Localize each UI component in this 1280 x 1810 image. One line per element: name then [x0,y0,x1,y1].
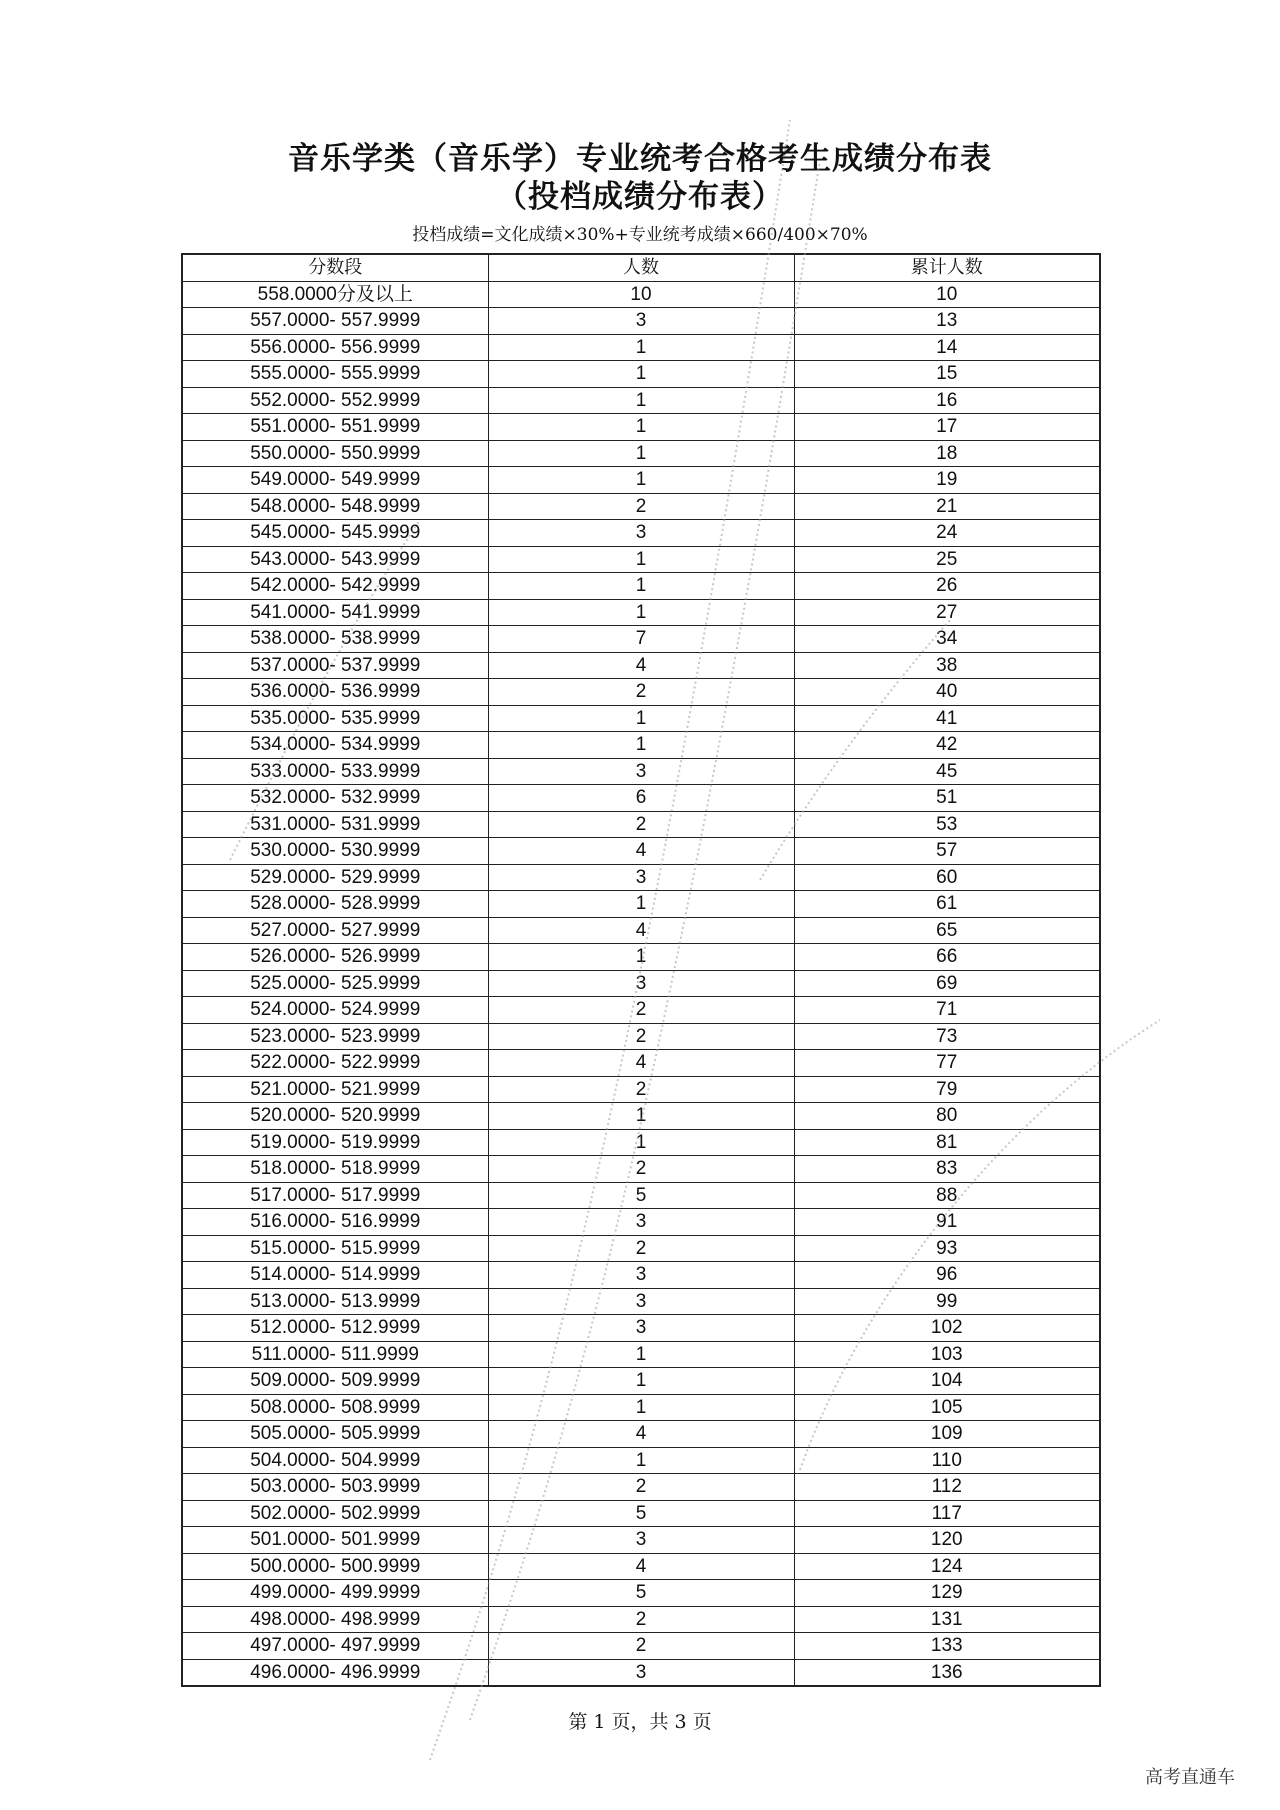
count-cell: 4 [488,1553,794,1580]
table-row [182,970,1100,997]
cumulative-cell: 88 [794,1182,1100,1209]
cumulative-cell: 13 [794,308,1100,335]
cumulative-cell: 57 [794,838,1100,865]
score-range-cell: 531.0000- 531.9999 [182,811,488,838]
cumulative-cell: 83 [794,1156,1100,1183]
table-row [182,838,1100,865]
count-cell: 3 [488,864,794,891]
score-range-cell: 532.0000- 532.9999 [182,785,488,812]
cumulative-cell: 24 [794,520,1100,547]
score-range-cell: 499.0000- 499.9999 [182,1580,488,1607]
score-range-cell: 529.0000- 529.9999 [182,864,488,891]
score-range-cell: 551.0000- 551.9999 [182,414,488,441]
cumulative-cell: 25 [794,546,1100,573]
count-cell: 5 [488,1500,794,1527]
score-range-cell: 513.0000- 513.9999 [182,1288,488,1315]
score-range-cell: 520.0000- 520.9999 [182,1103,488,1130]
count-cell: 1 [488,891,794,918]
score-range-cell: 549.0000- 549.9999 [182,467,488,494]
count-cell: 2 [488,997,794,1024]
score-range-cell: 527.0000- 527.9999 [182,917,488,944]
score-range-cell: 545.0000- 545.9999 [182,520,488,547]
count-cell: 1 [488,440,794,467]
cumulative-cell: 109 [794,1421,1100,1448]
count-cell: 6 [488,785,794,812]
score-range-cell: 537.0000- 537.9999 [182,652,488,679]
table-row [182,1315,1100,1342]
table-row [182,308,1100,335]
cumulative-cell: 77 [794,1050,1100,1077]
count-cell: 3 [488,970,794,997]
cumulative-cell: 66 [794,944,1100,971]
table-row [182,1447,1100,1474]
table-row [182,1209,1100,1236]
cumulative-cell: 38 [794,652,1100,679]
count-cell: 1 [488,1129,794,1156]
cumulative-cell: 124 [794,1553,1100,1580]
cumulative-cell: 129 [794,1580,1100,1607]
score-range-cell: 524.0000- 524.9999 [182,997,488,1024]
count-cell: 3 [488,1288,794,1315]
table-row [182,414,1100,441]
cumulative-cell: 17 [794,414,1100,441]
count-cell: 1 [488,467,794,494]
cumulative-cell: 26 [794,573,1100,600]
cumulative-cell: 73 [794,1023,1100,1050]
table-row [182,1606,1100,1633]
score-range-cell: 552.0000- 552.9999 [182,387,488,414]
count-cell: 1 [488,1103,794,1130]
count-cell: 5 [488,1580,794,1607]
table-row [182,573,1100,600]
score-range-cell: 533.0000- 533.9999 [182,758,488,785]
table-row [182,1288,1100,1315]
score-distribution-table [181,253,1101,1687]
cumulative-cell: 69 [794,970,1100,997]
table-row [182,467,1100,494]
score-range-cell: 535.0000- 535.9999 [182,705,488,732]
score-range-cell: 502.0000- 502.9999 [182,1500,488,1527]
cumulative-cell: 41 [794,705,1100,732]
header-cumulative: 累计人数 [794,254,1100,281]
cumulative-cell: 51 [794,785,1100,812]
count-cell: 4 [488,652,794,679]
table-row [182,1527,1100,1554]
table-row [182,1394,1100,1421]
count-cell: 2 [488,1633,794,1660]
table-row [182,1156,1100,1183]
table-row [182,758,1100,785]
cumulative-cell: 34 [794,626,1100,653]
table-row [182,1368,1100,1395]
table-row [182,1633,1100,1660]
score-range-cell: 534.0000- 534.9999 [182,732,488,759]
table-row [182,281,1100,308]
count-cell: 1 [488,573,794,600]
cumulative-cell: 27 [794,599,1100,626]
table-row [182,679,1100,706]
score-range-cell: 498.0000- 498.9999 [182,1606,488,1633]
count-cell: 1 [488,944,794,971]
table-row [182,652,1100,679]
table-row [182,440,1100,467]
table-row [182,1182,1100,1209]
score-range-cell: 508.0000- 508.9999 [182,1394,488,1421]
table-row [182,1023,1100,1050]
count-cell: 4 [488,1421,794,1448]
table-row [182,334,1100,361]
count-cell: 3 [488,1315,794,1342]
table-row [182,1500,1100,1527]
cumulative-cell: 104 [794,1368,1100,1395]
score-range-cell: 555.0000- 555.9999 [182,361,488,388]
count-cell: 1 [488,334,794,361]
cumulative-cell: 117 [794,1500,1100,1527]
score-range-cell: 504.0000- 504.9999 [182,1447,488,1474]
cumulative-cell: 112 [794,1474,1100,1501]
count-cell: 2 [488,1023,794,1050]
count-cell: 2 [488,1474,794,1501]
table-row [182,626,1100,653]
score-range-cell: 538.0000- 538.9999 [182,626,488,653]
table-row [182,1129,1100,1156]
table-row [182,546,1100,573]
cumulative-cell: 103 [794,1341,1100,1368]
count-cell: 2 [488,1076,794,1103]
count-cell: 2 [488,811,794,838]
count-cell: 2 [488,493,794,520]
table-row [182,520,1100,547]
count-cell: 1 [488,1394,794,1421]
count-cell: 3 [488,1527,794,1554]
count-cell: 1 [488,361,794,388]
cumulative-cell: 81 [794,1129,1100,1156]
score-range-cell: 517.0000- 517.9999 [182,1182,488,1209]
cumulative-cell: 19 [794,467,1100,494]
count-cell: 5 [488,1182,794,1209]
cumulative-cell: 79 [794,1076,1100,1103]
count-cell: 1 [488,705,794,732]
count-cell: 1 [488,1368,794,1395]
header-score-range: 分数段 [182,254,488,281]
score-range-cell: 557.0000- 557.9999 [182,308,488,335]
count-cell: 3 [488,1659,794,1686]
cumulative-cell: 16 [794,387,1100,414]
score-range-cell: 542.0000- 542.9999 [182,573,488,600]
cumulative-cell: 10 [794,281,1100,308]
score-range-cell: 509.0000- 509.9999 [182,1368,488,1395]
cumulative-cell: 136 [794,1659,1100,1686]
score-range-cell: 526.0000- 526.9999 [182,944,488,971]
score-range-cell: 521.0000- 521.9999 [182,1076,488,1103]
cumulative-cell: 102 [794,1315,1100,1342]
score-range-cell: 496.0000- 496.9999 [182,1659,488,1686]
score-range-cell: 556.0000- 556.9999 [182,334,488,361]
count-cell: 1 [488,1447,794,1474]
table-row [182,944,1100,971]
cumulative-cell: 99 [794,1288,1100,1315]
count-cell: 3 [488,1262,794,1289]
table-row [182,1474,1100,1501]
cumulative-cell: 80 [794,1103,1100,1130]
cumulative-cell: 71 [794,997,1100,1024]
score-range-cell: 530.0000- 530.9999 [182,838,488,865]
count-cell: 1 [488,1341,794,1368]
score-range-cell: 505.0000- 505.9999 [182,1421,488,1448]
count-cell: 3 [488,308,794,335]
score-range-cell: 518.0000- 518.9999 [182,1156,488,1183]
table-row [182,864,1100,891]
cumulative-cell: 18 [794,440,1100,467]
count-cell: 1 [488,599,794,626]
score-range-cell: 536.0000- 536.9999 [182,679,488,706]
table-header-row [182,254,1100,281]
cumulative-cell: 53 [794,811,1100,838]
cumulative-cell: 21 [794,493,1100,520]
table-row [182,785,1100,812]
count-cell: 1 [488,387,794,414]
table-row [182,493,1100,520]
table-row [182,811,1100,838]
header-count: 人数 [488,254,794,281]
score-range-cell: 543.0000- 543.9999 [182,546,488,573]
cumulative-cell: 15 [794,361,1100,388]
score-range-cell: 519.0000- 519.9999 [182,1129,488,1156]
table-row [182,1553,1100,1580]
cumulative-cell: 91 [794,1209,1100,1236]
table-row [182,1421,1100,1448]
table-row [182,1235,1100,1262]
score-range-cell: 497.0000- 497.9999 [182,1633,488,1660]
cumulative-cell: 14 [794,334,1100,361]
count-cell: 3 [488,520,794,547]
table-row [182,997,1100,1024]
table-row [182,1659,1100,1686]
count-cell: 1 [488,414,794,441]
cumulative-cell: 133 [794,1633,1100,1660]
score-range-cell: 511.0000- 511.9999 [182,1341,488,1368]
table-row [182,1341,1100,1368]
table-row [182,732,1100,759]
cumulative-cell: 105 [794,1394,1100,1421]
cumulative-cell: 42 [794,732,1100,759]
score-range-cell: 500.0000- 500.9999 [182,1553,488,1580]
cumulative-cell: 96 [794,1262,1100,1289]
count-cell: 1 [488,546,794,573]
table-row [182,361,1100,388]
brand-label: 高考直通车 [1145,1767,1235,1788]
table-row [182,599,1100,626]
table-row [182,1076,1100,1103]
table-row [182,1050,1100,1077]
score-range-cell: 503.0000- 503.9999 [182,1474,488,1501]
page-subtitle: （投档成绩分布表） [496,179,784,215]
count-cell: 4 [488,917,794,944]
score-range-cell: 541.0000- 541.9999 [182,599,488,626]
score-range-cell: 516.0000- 516.9999 [182,1209,488,1236]
score-range-cell: 528.0000- 528.9999 [182,891,488,918]
table-row [182,891,1100,918]
cumulative-cell: 40 [794,679,1100,706]
score-range-cell: 514.0000- 514.9999 [182,1262,488,1289]
cumulative-cell: 45 [794,758,1100,785]
table-row [182,1262,1100,1289]
page-title: 音乐学类（音乐学）专业统考合格考生成绩分布表 [288,141,992,177]
count-cell: 3 [488,758,794,785]
table-row [182,705,1100,732]
cumulative-cell: 110 [794,1447,1100,1474]
table-row [182,917,1100,944]
page-footer: 第 1 页，共 3 页 [568,1711,712,1733]
table-row [182,387,1100,414]
count-cell: 4 [488,838,794,865]
count-cell: 2 [488,1235,794,1262]
cumulative-cell: 60 [794,864,1100,891]
cumulative-cell: 61 [794,891,1100,918]
score-formula: 投档成绩=文化成绩×30%+专业统考成绩×660/400×70% [412,225,868,245]
score-range-cell: 550.0000- 550.9999 [182,440,488,467]
cumulative-cell: 93 [794,1235,1100,1262]
score-range-cell: 525.0000- 525.9999 [182,970,488,997]
count-cell: 2 [488,1606,794,1633]
score-range-cell: 548.0000- 548.9999 [182,493,488,520]
table-row [182,1580,1100,1607]
count-cell: 2 [488,679,794,706]
score-range-cell: 558.0000分及以上 [182,281,488,308]
count-cell: 7 [488,626,794,653]
score-range-cell: 522.0000- 522.9999 [182,1050,488,1077]
cumulative-cell: 120 [794,1527,1100,1554]
count-cell: 4 [488,1050,794,1077]
cumulative-cell: 65 [794,917,1100,944]
cumulative-cell: 131 [794,1606,1100,1633]
score-range-cell: 523.0000- 523.9999 [182,1023,488,1050]
count-cell: 10 [488,281,794,308]
score-range-cell: 512.0000- 512.9999 [182,1315,488,1342]
score-range-cell: 515.0000- 515.9999 [182,1235,488,1262]
score-range-cell: 501.0000- 501.9999 [182,1527,488,1554]
count-cell: 1 [488,732,794,759]
count-cell: 2 [488,1156,794,1183]
count-cell: 3 [488,1209,794,1236]
table-row [182,1103,1100,1130]
